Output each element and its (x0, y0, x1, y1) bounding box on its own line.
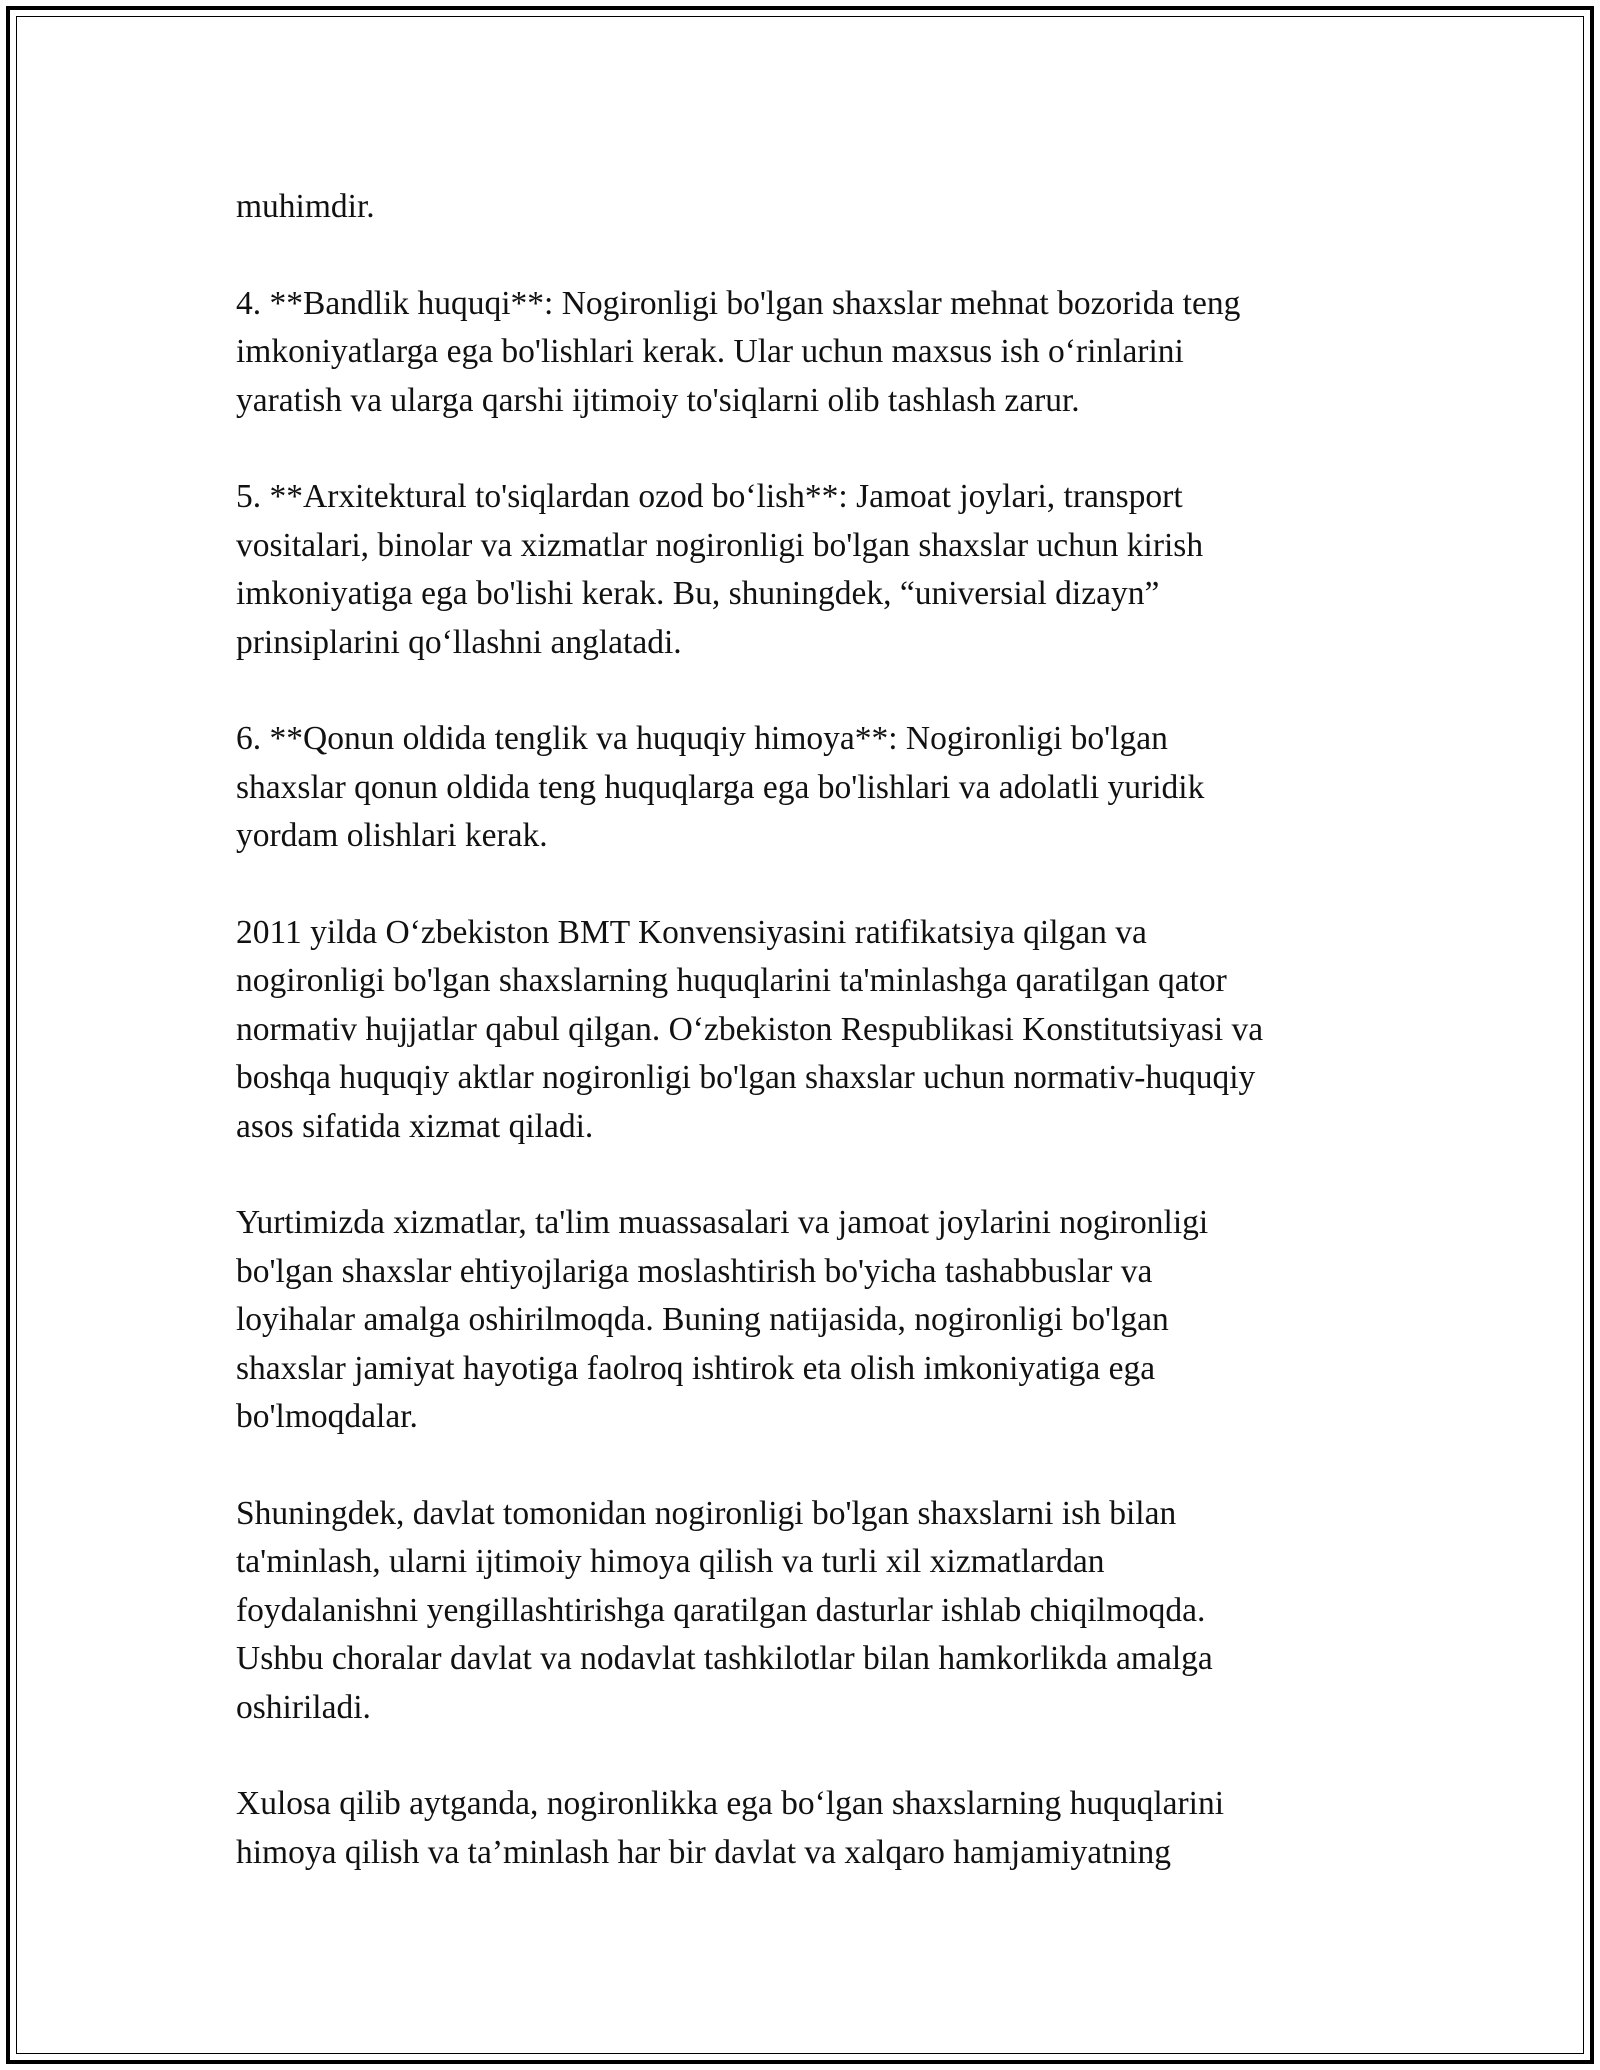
document-body (236, 183, 1396, 1926)
paragraph-continuation: muhimdir. (236, 188, 375, 225)
paragraph-equality-before-law: 6. **Qonun oldida tenglik va huquqiy himoya**: Nogironligi bo'lgan shaxslar qonun oldida teng huquqlarga ega bo'lishlari va adolatli yuridik yordam olishlari kerak. (236, 720, 1205, 855)
paragraph-state-programs: Shuningdek, davlat tomonidan nogironligi bo'lgan shaxslarni ish bilan ta'minlash, ularni ijtimoiy himoya qilish va turli xil xizmatlardan foydalanishni yengillashtirishga qaratilgan dasturlar ishlab chiqilmoqda. Ushbu choralar davlat va nodavlat tashkilotlar bilan hamkorlikda amalga oshiriladi. (236, 1494, 1213, 1726)
paragraph-architectural-barriers: 5. **Arxitektural to'siqlardan ozod bo‘lish**: Jamoat joylari, transport vositalari, binolar va xizmatlar nogironligi bo'lgan shaxslar uchun kirish imkoniyatiga ega bo'lishi kerak. Bu, shuningdek, “universial dizayn” prinsiplarini qo‘llashni anglatadi. (236, 478, 1204, 661)
paragraph-initiatives: Yurtimizda xizmatlar, ta'lim muassasalari va jamoat joylarini nogironligi bo'lgan shaxslar ehtiyojlariga moslashtirish bo'yicha tashabbuslar va loyihalar amalga oshirilmoqda. Buning natijasida, nogironligi bo'lgan shaxslar jamiyat hayotiga faolroq ishtirok eta olish imkoniyatiga ega bo'lmoqdalar. (236, 1204, 1209, 1436)
paragraph-conclusion: Xulosa qilib aytganda, nogironlikka ega bo‘lgan shaxslarning huquqlarini himoya qilish va ta’minlash har bir davlat va xalqaro hamjamiyatning (236, 1785, 1225, 1871)
paragraph-un-convention-2011: 2011 yilda O‘zbekiston BMT Konvensiyasini ratifikatsiya qilgan va nogironligi bo'lgan shaxslarning huquqlarini ta'minlashga qaratilgan qator normativ hujjatlar qabul qilgan. O‘zbekiston Respublikasi Konstitutsiyasi va boshqa huquqiy aktlar nogironligi bo'lgan shaxslar uchun normativ-huquqiy asos sifatida xizmat qiladi. (236, 914, 1264, 1145)
paragraph-employment-right: 4. **Bandlik huquqi**: Nogironligi bo'lgan shaxslar mehnat bozorida teng imkoniyatlarga ega bo'lishlari kerak. Ular uchun maxsus ish o‘rinlarini yaratish va ularga qarshi ijtimoiy to'siqlarni olib tashlash zarur. (236, 284, 1241, 419)
